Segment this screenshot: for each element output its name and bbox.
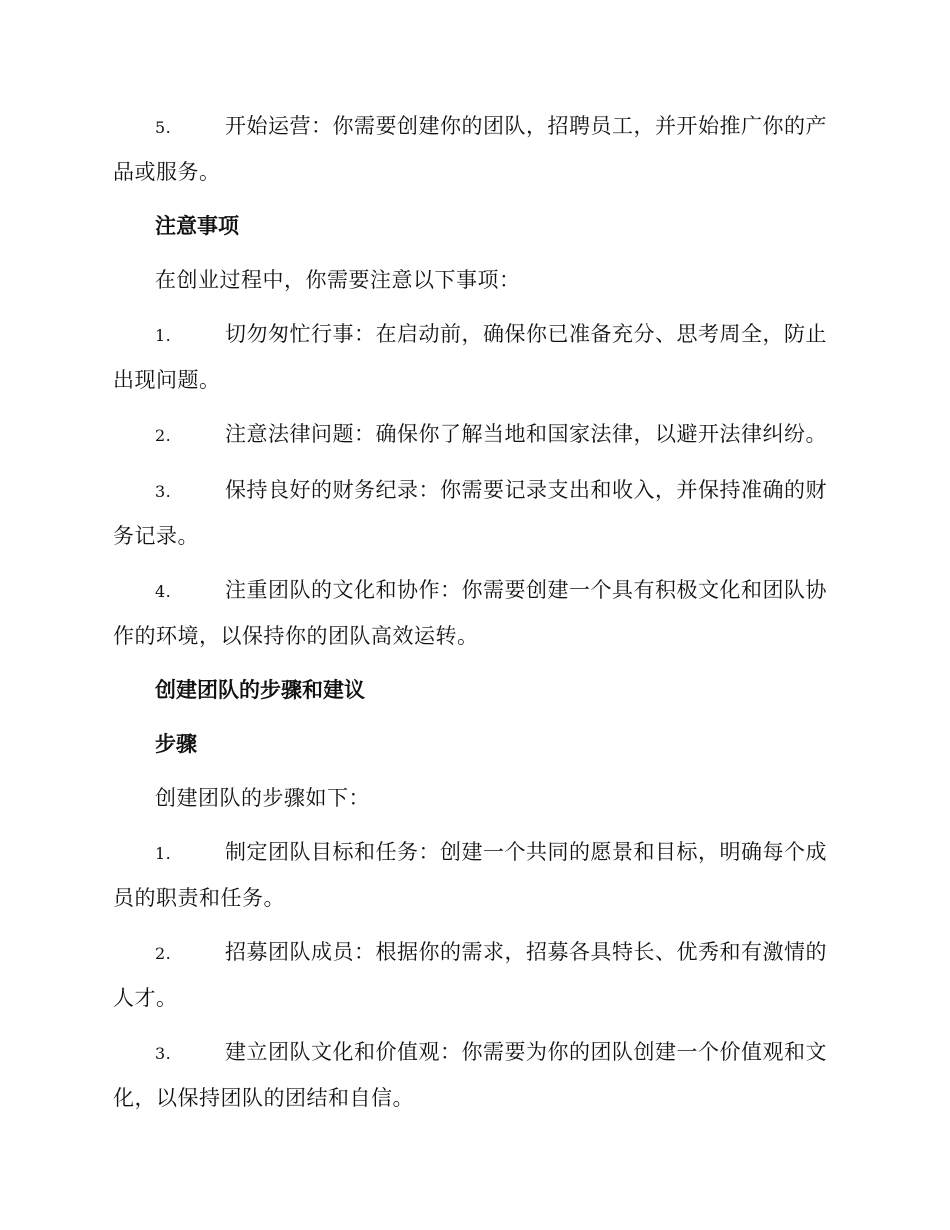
list-text: 保持良好的财务纪录：你需要记录支出和收入，并保持准确的财务记录。 (113, 478, 827, 548)
subsection-heading-steps: 步骤 (155, 732, 197, 756)
list-text: 切勿匆忙行事：在启动前，确保你已准备充分、思考周全，防止出现问题。 (113, 322, 827, 392)
list-number: 3. (155, 1044, 172, 1063)
list-text: 注重团队的文化和协作：你需要创建一个具有积极文化和团队协作的环境，以保持你的团队高效运转。 (113, 578, 827, 648)
list-item-notes-4 (113, 568, 837, 658)
list-item-start-operations (113, 104, 837, 194)
list-text: 注意法律问题：确保你了解当地和国家法律，以避开法律纠纷。 (225, 422, 827, 446)
list-item-notes-1 (113, 312, 837, 402)
list-item-steps-2 (113, 930, 837, 1020)
list-item-notes-2 (113, 412, 837, 458)
list-text: 开始运营：你需要创建你的团队，招聘员工，并开始推广你的产品或服务。 (113, 114, 827, 184)
list-item-steps-1 (113, 830, 837, 920)
paragraph-notes-intro: 在创业过程中，你需要注意以下事项： (155, 268, 521, 292)
list-number: 4. (155, 582, 172, 601)
document-body (113, 104, 837, 1130)
list-number: 3. (155, 482, 172, 501)
list-item-steps-3 (113, 1030, 837, 1120)
list-text: 招募团队成员：根据你的需求，招募各具特长、优秀和有激情的人才。 (113, 940, 827, 1010)
section-heading-notes: 注意事项 (155, 214, 239, 238)
paragraph-steps-intro: 创建团队的步骤如下： (155, 786, 370, 810)
list-number: 1. (155, 844, 172, 863)
list-text: 建立团队文化和价值观：你需要为你的团队创建一个价值观和文化，以保持团队的团结和自信。 (113, 1040, 827, 1110)
list-number: 5. (155, 118, 172, 137)
list-number: 1. (155, 326, 172, 345)
list-number: 2. (155, 426, 172, 445)
list-text: 制定团队目标和任务：创建一个共同的愿景和目标，明确每个成员的职责和任务。 (113, 840, 827, 910)
list-item-notes-3 (113, 468, 837, 558)
list-number: 2. (155, 944, 172, 963)
section-heading-team: 创建团队的步骤和建议 (155, 678, 365, 702)
